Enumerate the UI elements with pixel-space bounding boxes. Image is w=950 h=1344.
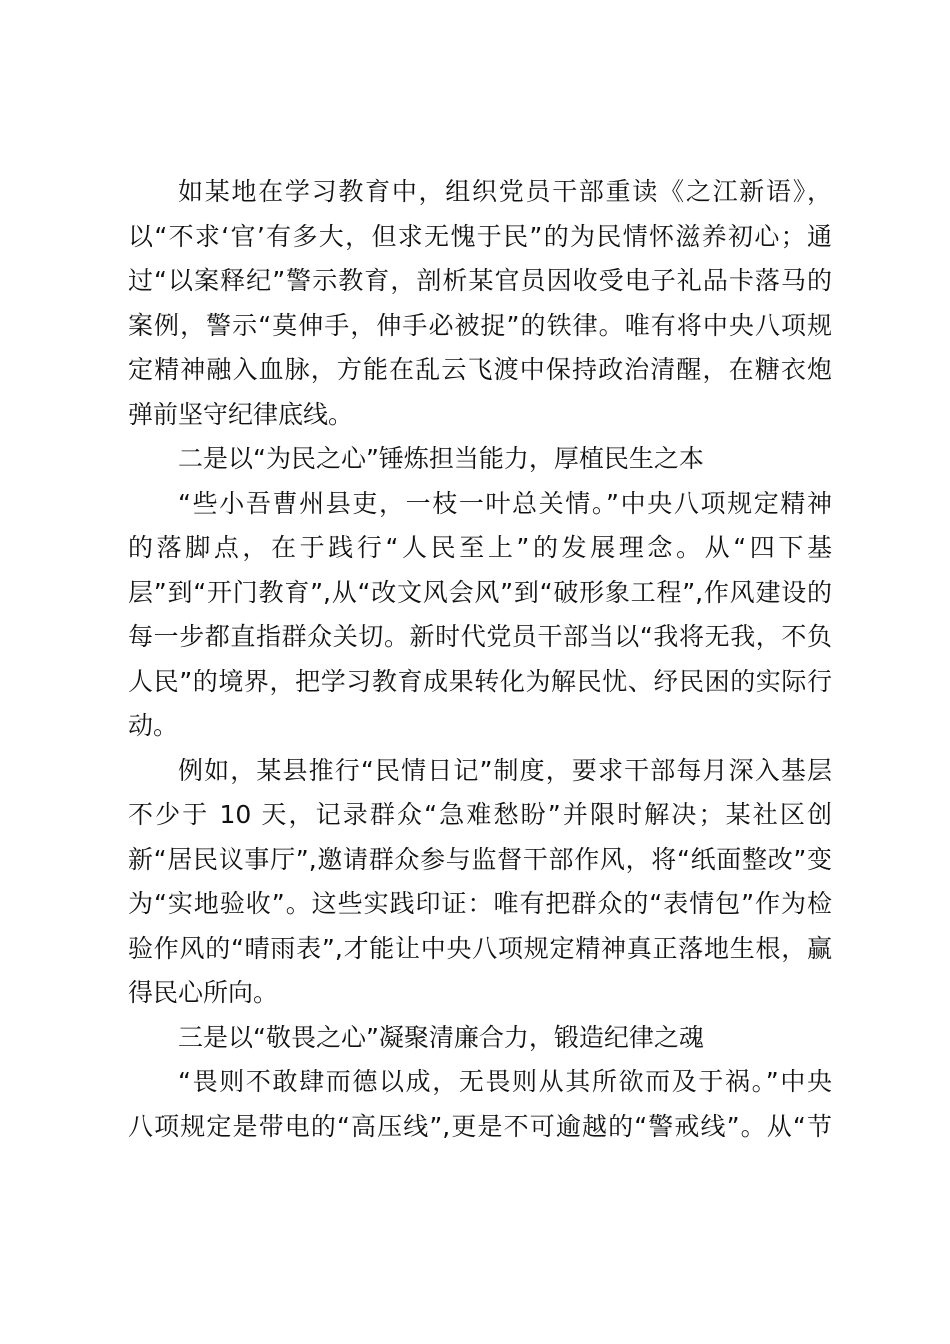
paragraph-awe (128, 1060, 832, 1149)
text-line: 如某地在学习教育中，组织党员干部重读《之江新语》， (178, 177, 832, 206)
text-line: “些小吾曹州县吏，一枝一叶总关情。”中央八项规定精神 (178, 488, 832, 518)
text-line: 过“以案释纪”警示教育，剖析某官员因收受电子礼品卡落马的 (128, 266, 832, 295)
text-line: 案例，警示“莫伸手，伸手必被捉”的铁律。唯有将中央八项规 (128, 310, 832, 340)
text-line: 的落脚点，在于践行“人民至上”的发展理念。从“四下基 (128, 533, 832, 562)
text-line: 为“实地验收”。这些实践印证：唯有把群众的“表情包”作为检 (128, 889, 832, 918)
section-heading-3 (128, 1016, 832, 1061)
text-line: 层”到“开门教育”,从“改文风会风”到“破形象工程”,作风建设的 (128, 577, 832, 607)
text-line: 动。 (128, 711, 179, 740)
paragraph-people-first (128, 482, 832, 749)
text-line: 以“不求‘官’有多大，但求无愧于民”的为民情怀滋养初心；通 (128, 221, 832, 251)
text-line: 人民”的境界，把学习教育成果转化为解民忧、纾民困的实际行 (128, 666, 832, 696)
text-line: 八项规定是带电的“高压线”,更是不可逾越的“警戒线”。从“节 (128, 1111, 832, 1141)
text-line: 每一步都直指群众关切。新时代党员干部当以“我将无我，不负 (128, 622, 832, 651)
section-heading-2 (128, 437, 832, 482)
text-line: “畏则不敢肆而德以成，无畏则从其所欲而及于祸。”中央 (178, 1067, 832, 1096)
text-line: 弹前坚守纪律底线。 (128, 399, 354, 429)
text-line: 例如，某县推行“民情日记”制度，要求干部每月深入基层 (178, 755, 832, 785)
paragraph-example-diary (128, 749, 832, 1016)
text-line: 验作风的“晴雨表”,才能让中央八项规定精神真正落地生根，赢 (128, 933, 832, 963)
paragraph-example-zhijiang (128, 170, 832, 437)
text-line: 定精神融入血脉，方能在乱云飞渡中保持政治清醒，在糖衣炮 (128, 355, 832, 384)
text-line: 不少于 10 天，记录群众“急难愁盼”并限时解决；某社区创 (128, 800, 832, 829)
heading-line: 三是以“敬畏之心”凝聚清廉合力，锻造纪律之魂 (178, 1022, 704, 1052)
text-line: 得民心所向。 (128, 978, 279, 1007)
text-line: 新“居民议事厅”,邀请群众参与监督干部作风，将“纸面整改”变 (128, 844, 832, 874)
heading-line: 二是以“为民之心”锤炼担当能力，厚植民生之本 (178, 444, 704, 473)
document-body (128, 170, 832, 1149)
